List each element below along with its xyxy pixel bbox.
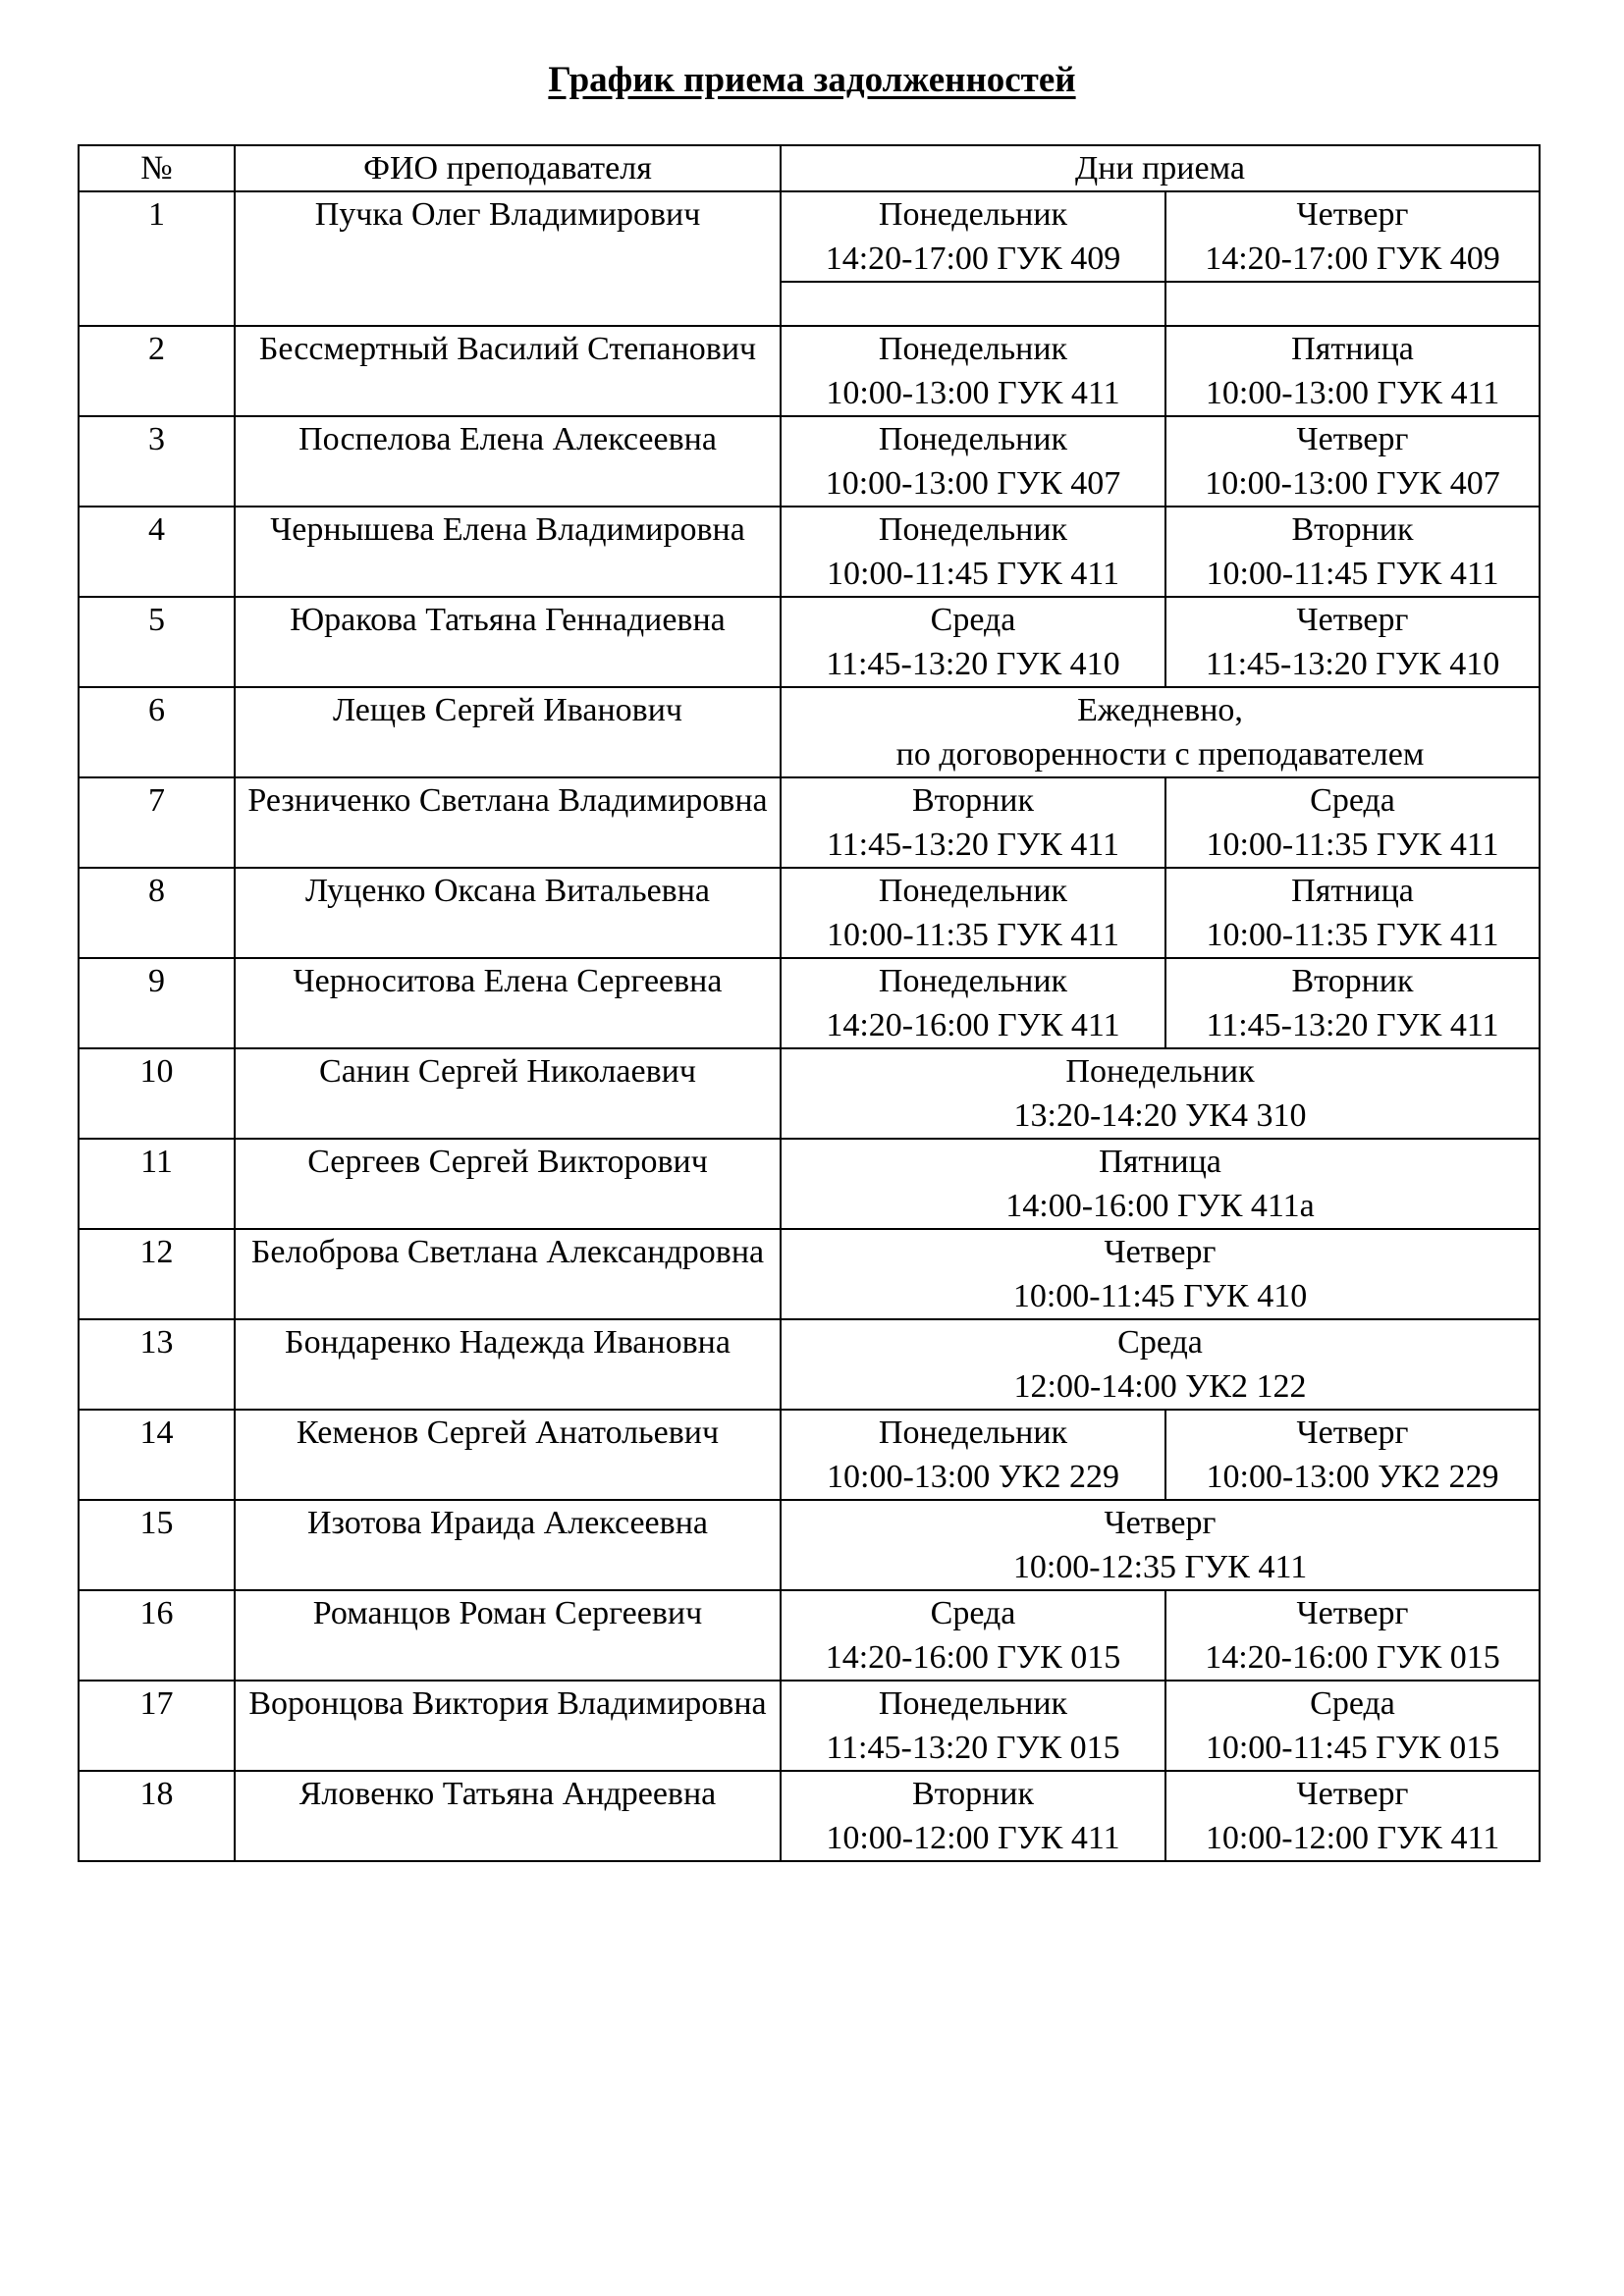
table-row [79,1139,1540,1229]
reception-cell-merged [781,1048,1540,1139]
teacher-name: Романцов Роман Сергеевич [235,1590,781,1681]
reception-day: Четверг [1296,602,1409,638]
reception-cell-merged [781,687,1540,777]
table-row [79,1410,1540,1500]
teacher-name: Изотова Ираида Алексеевна [235,1500,781,1590]
reception-time: 11:45-13:20 ГУК 015 [826,1730,1120,1766]
row-number: 12 [79,1229,235,1319]
teacher-name: Санин Сергей Николаевич [235,1048,781,1139]
reception-cell [1165,1590,1540,1681]
reception-cell [1165,507,1540,597]
reception-day: Понедельник [878,511,1068,548]
reception-cell-merged [781,1139,1540,1229]
reception-day: Понедельник [878,331,1068,367]
table-row [79,1590,1540,1681]
table-row [79,1681,1540,1771]
reception-time: 14:00-16:00 ГУК 411а [1005,1188,1315,1224]
reception-time: 14:20-16:00 ГУК 411 [826,1007,1120,1043]
table-row [79,326,1540,416]
table-row [79,507,1540,597]
teacher-name: Резниченко Светлана Владимировна [235,777,781,868]
teacher-name: Черноситова Елена Сергеевна [235,958,781,1048]
reception-cell-merged [781,1229,1540,1319]
reception-time: 14:20-16:00 ГУК 015 [1205,1639,1500,1676]
row-number: 11 [79,1139,235,1229]
page-title: График приема задолженностей [548,60,1076,100]
reception-cell [781,1590,1165,1681]
reception-day: Понедельник [878,196,1068,233]
row-number: 7 [79,777,235,868]
teacher-name: Бондаренко Надежда Ивановна [235,1319,781,1410]
reception-day: Четверг [1296,196,1409,233]
reception-cell [1165,777,1540,868]
row-number: 10 [79,1048,235,1139]
reception-day: Ежедневно, [1077,692,1243,728]
reception-cell [1165,958,1540,1048]
reception-time: 10:00-12:00 ГУК 411 [1205,1820,1500,1856]
teacher-name: Кеменов Сергей Анатольевич [235,1410,781,1500]
reception-day: Вторник [912,1776,1034,1812]
reception-day: Вторник [1291,963,1414,999]
reception-day: Пятница [1291,331,1414,367]
reception-day: Вторник [1291,511,1414,548]
reception-time: 10:00-11:45 ГУК 411 [1206,556,1499,592]
reception-time: 10:00-11:45 ГУК 411 [826,556,1120,592]
row-number: 18 [79,1771,235,1861]
reception-time: 14:20-17:00 ГУК 409 [825,240,1121,277]
reception-day: Среда [930,1595,1016,1631]
reception-cell [781,958,1165,1048]
reception-time: 11:45-13:20 ГУК 410 [826,646,1120,682]
reception-day: Четверг [1104,1234,1217,1270]
reception-cell [781,868,1165,958]
reception-time: 10:00-12:35 ГУК 411 [1012,1549,1308,1585]
row-number: 17 [79,1681,235,1771]
reception-time: 10:00-13:00 УК2 229 [827,1459,1119,1495]
table-row [79,1319,1540,1410]
schedule-table-body [79,145,1540,1861]
reception-cell [781,1681,1165,1771]
reception-time: 10:00-13:00 УК2 229 [1206,1459,1499,1495]
reception-day: Четверг [1104,1505,1217,1541]
reception-time: 10:00-13:00 ГУК 407 [1205,465,1500,502]
reception-day: Пятница [1099,1144,1221,1180]
row-number: 6 [79,687,235,777]
reception-time: 10:00-11:35 ГУК 411 [1206,827,1499,863]
row-number: 4 [79,507,235,597]
reception-cell [1165,1681,1540,1771]
teacher-name: Сергеев Сергей Викторович [235,1139,781,1229]
reception-cell [781,1771,1165,1861]
reception-time: 10:00-13:00 ГУК 407 [825,465,1121,502]
reception-cell [1165,191,1540,282]
reception-day: Понедельник [878,1685,1068,1722]
teacher-name: Чернышева Елена Владимировна [235,507,781,597]
reception-cell [781,507,1165,597]
teacher-name: Поспелова Елена Алексеевна [235,416,781,507]
reception-time: 10:00-11:45 ГУК 015 [1205,1730,1500,1766]
reception-cell [1165,868,1540,958]
reception-day: Среда [1310,782,1395,819]
table-row [79,958,1540,1048]
table-row [79,597,1540,687]
row-number: 9 [79,958,235,1048]
table-row [79,1500,1540,1590]
reception-time: 10:00-11:35 ГУК 411 [1206,917,1499,953]
reception-day: Четверг [1296,1595,1409,1631]
table-row [79,687,1540,777]
reception-day: Среда [930,602,1016,638]
reception-time: 11:45-13:20 ГУК 411 [1206,1007,1499,1043]
reception-day: Пятница [1291,873,1414,909]
teacher-name: Луценко Оксана Витальевна [235,868,781,958]
reception-cell-merged [781,1500,1540,1590]
reception-cell [781,416,1165,507]
reception-cell [781,326,1165,416]
row-number: 3 [79,416,235,507]
reception-cell [1165,597,1540,687]
reception-day: Четверг [1296,421,1409,457]
row-number: 16 [79,1590,235,1681]
teacher-name: Воронцова Виктория Владимировна [235,1681,781,1771]
teacher-name: Пучка Олег Владимирович [235,191,781,326]
table-row [79,1048,1540,1139]
reception-time: 10:00-13:00 ГУК 411 [1205,375,1500,411]
row-number: 1 [79,191,235,326]
teacher-name: Яловенко Татьяна Андреевна [235,1771,781,1861]
reception-cell [781,777,1165,868]
reception-cell [1165,1410,1540,1500]
reception-cell [1165,416,1540,507]
reception-day: Среда [1117,1324,1203,1361]
schedule-table [78,144,1541,1862]
reception-day: Понедельник [1065,1053,1255,1090]
header-days: Дни приема [781,145,1540,191]
table-row [79,416,1540,507]
reception-day: Понедельник [878,1415,1068,1451]
reception-time: 10:00-11:45 ГУК 410 [1012,1278,1308,1314]
table-row [79,191,1540,282]
reception-time: 12:00-14:00 УК2 122 [1013,1368,1307,1405]
reception-time: 13:20-14:20 УК4 310 [1013,1097,1307,1134]
teacher-name: Белоброва Светлана Александровна [235,1229,781,1319]
row-number: 13 [79,1319,235,1410]
header-num: № [79,145,235,191]
reception-time: 10:00-13:00 ГУК 411 [826,375,1120,411]
empty-cell [1165,282,1540,326]
row-number: 5 [79,597,235,687]
reception-day: Четверг [1296,1415,1409,1451]
reception-cell [781,1410,1165,1500]
reception-cell [781,191,1165,282]
table-row [79,1229,1540,1319]
empty-cell [781,282,1165,326]
teacher-name: Бессмертный Василий Степанович [235,326,781,416]
reception-time: 11:45-13:20 ГУК 410 [1205,646,1500,682]
reception-cell-merged [781,1319,1540,1410]
reception-day: Среда [1310,1685,1395,1722]
reception-cell [1165,326,1540,416]
row-number: 15 [79,1500,235,1590]
reception-time: 14:20-17:00 ГУК 409 [1205,240,1500,277]
row-number: 8 [79,868,235,958]
reception-time: 10:00-11:35 ГУК 411 [826,917,1120,953]
reception-time: по договоренности с преподавателем [895,736,1425,773]
table-row [79,1771,1540,1861]
table-row [79,777,1540,868]
teacher-name: Юракова Татьяна Геннадиевна [235,597,781,687]
reception-day: Вторник [912,782,1034,819]
row-number: 2 [79,326,235,416]
reception-cell [1165,1771,1540,1861]
table-header-row [79,145,1540,191]
row-number: 14 [79,1410,235,1500]
reception-day: Понедельник [878,963,1068,999]
table-row [79,868,1540,958]
reception-time: 11:45-13:20 ГУК 411 [826,827,1120,863]
reception-day: Понедельник [878,421,1068,457]
teacher-name: Лещев Сергей Иванович [235,687,781,777]
reception-day: Понедельник [878,873,1068,909]
header-name: ФИО преподавателя [235,145,781,191]
reception-time: 14:20-16:00 ГУК 015 [825,1639,1121,1676]
reception-cell [781,597,1165,687]
reception-time: 10:00-12:00 ГУК 411 [826,1820,1120,1856]
reception-day: Четверг [1296,1776,1409,1812]
